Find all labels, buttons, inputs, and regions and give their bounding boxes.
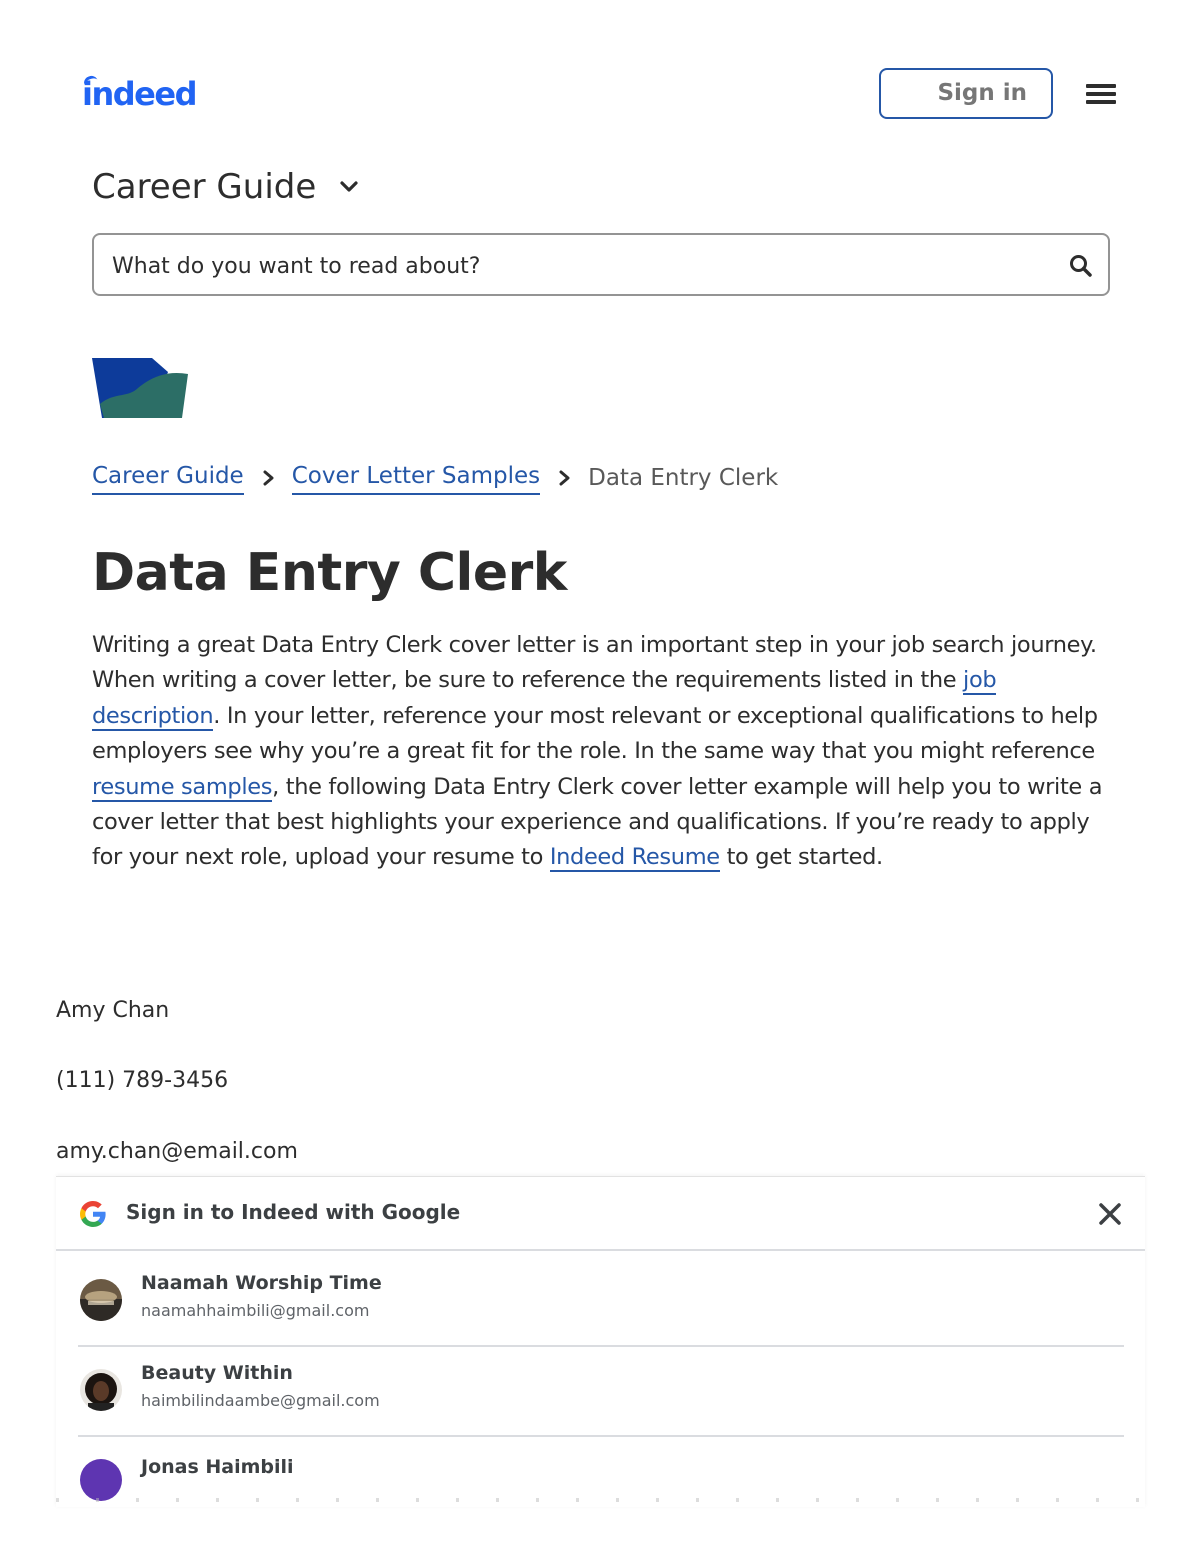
breadcrumb-current: Data Entry Clerk — [588, 464, 779, 491]
google-signin-prompt — [56, 1176, 1145, 1507]
indeed-resume-link[interactable]: Indeed Resume — [549, 844, 720, 871]
avatar — [80, 1369, 122, 1411]
search-input[interactable] — [110, 245, 1044, 287]
intro-text-4: to get started. — [719, 844, 883, 871]
breadcrumb — [92, 460, 778, 495]
sample-phone: (111) 789-3456 — [56, 1068, 229, 1093]
google-account-item[interactable] — [78, 1345, 1124, 1437]
account-email: naamahhaimbili@gmail.com — [141, 1301, 370, 1320]
chevron-right-icon — [262, 469, 276, 487]
account-name: Jonas Haimbili — [141, 1456, 294, 1478]
google-prompt-header — [56, 1177, 1145, 1251]
search-icon[interactable] — [1068, 253, 1094, 279]
sample-name: Amy Chan — [56, 998, 170, 1023]
breadcrumb-cover-letter-samples[interactable]: Cover Letter Samples — [292, 460, 540, 495]
google-account-item[interactable] — [78, 1435, 1124, 1507]
sample-email: amy.chan@email.com — [56, 1139, 298, 1164]
cut-off-text-line — [56, 1498, 1145, 1502]
career-guide-illustration — [92, 358, 188, 420]
chevron-right-icon — [558, 469, 572, 487]
page-title: Data Entry Clerk — [92, 543, 567, 603]
resume-samples-link[interactable]: resume samples — [92, 773, 273, 800]
search-box[interactable] — [92, 233, 1110, 296]
google-account-item[interactable] — [78, 1255, 1124, 1347]
sign-in-button[interactable]: Sign in — [879, 68, 1053, 119]
intro-paragraph — [92, 628, 1122, 876]
account-name: Naamah Worship Time — [141, 1272, 382, 1294]
google-prompt-title: Sign in to Indeed with Google — [126, 1200, 461, 1224]
avatar — [80, 1279, 122, 1321]
intro-text-3: , the following Data Entry Clerk cover letter example will help you to write a cover letter that best highlights your experience and qualifications. If you’re ready to apply for your next role, upload your resume to — [92, 773, 1103, 871]
breadcrumb-career-guide[interactable]: Career Guide — [92, 460, 244, 495]
chevron-down-icon[interactable] — [338, 178, 360, 196]
google-logo-icon — [78, 1199, 108, 1229]
intro-text-2: . In your letter, reference your most relevant or exceptional qualifications to help employers see why you’re a great fit for the role. In the same way that you might reference — [92, 702, 1098, 765]
account-email: haimbilindaambe@gmail.com — [141, 1391, 380, 1410]
hamburger-menu-icon[interactable] — [1086, 84, 1116, 106]
account-name: Beauty Within — [141, 1362, 293, 1384]
avatar — [80, 1459, 122, 1501]
job-description-link[interactable]: job description — [92, 667, 997, 729]
intro-text-1: Writing a great Data Entry Clerk cover letter is an important step in your job search journey. When writing a cover letter, be sure to reference the requirements listed in the — [92, 632, 1097, 694]
indeed-logo[interactable]: indeed — [82, 75, 196, 113]
close-icon[interactable] — [1097, 1201, 1123, 1227]
career-guide-title[interactable]: Career Guide — [92, 167, 317, 207]
